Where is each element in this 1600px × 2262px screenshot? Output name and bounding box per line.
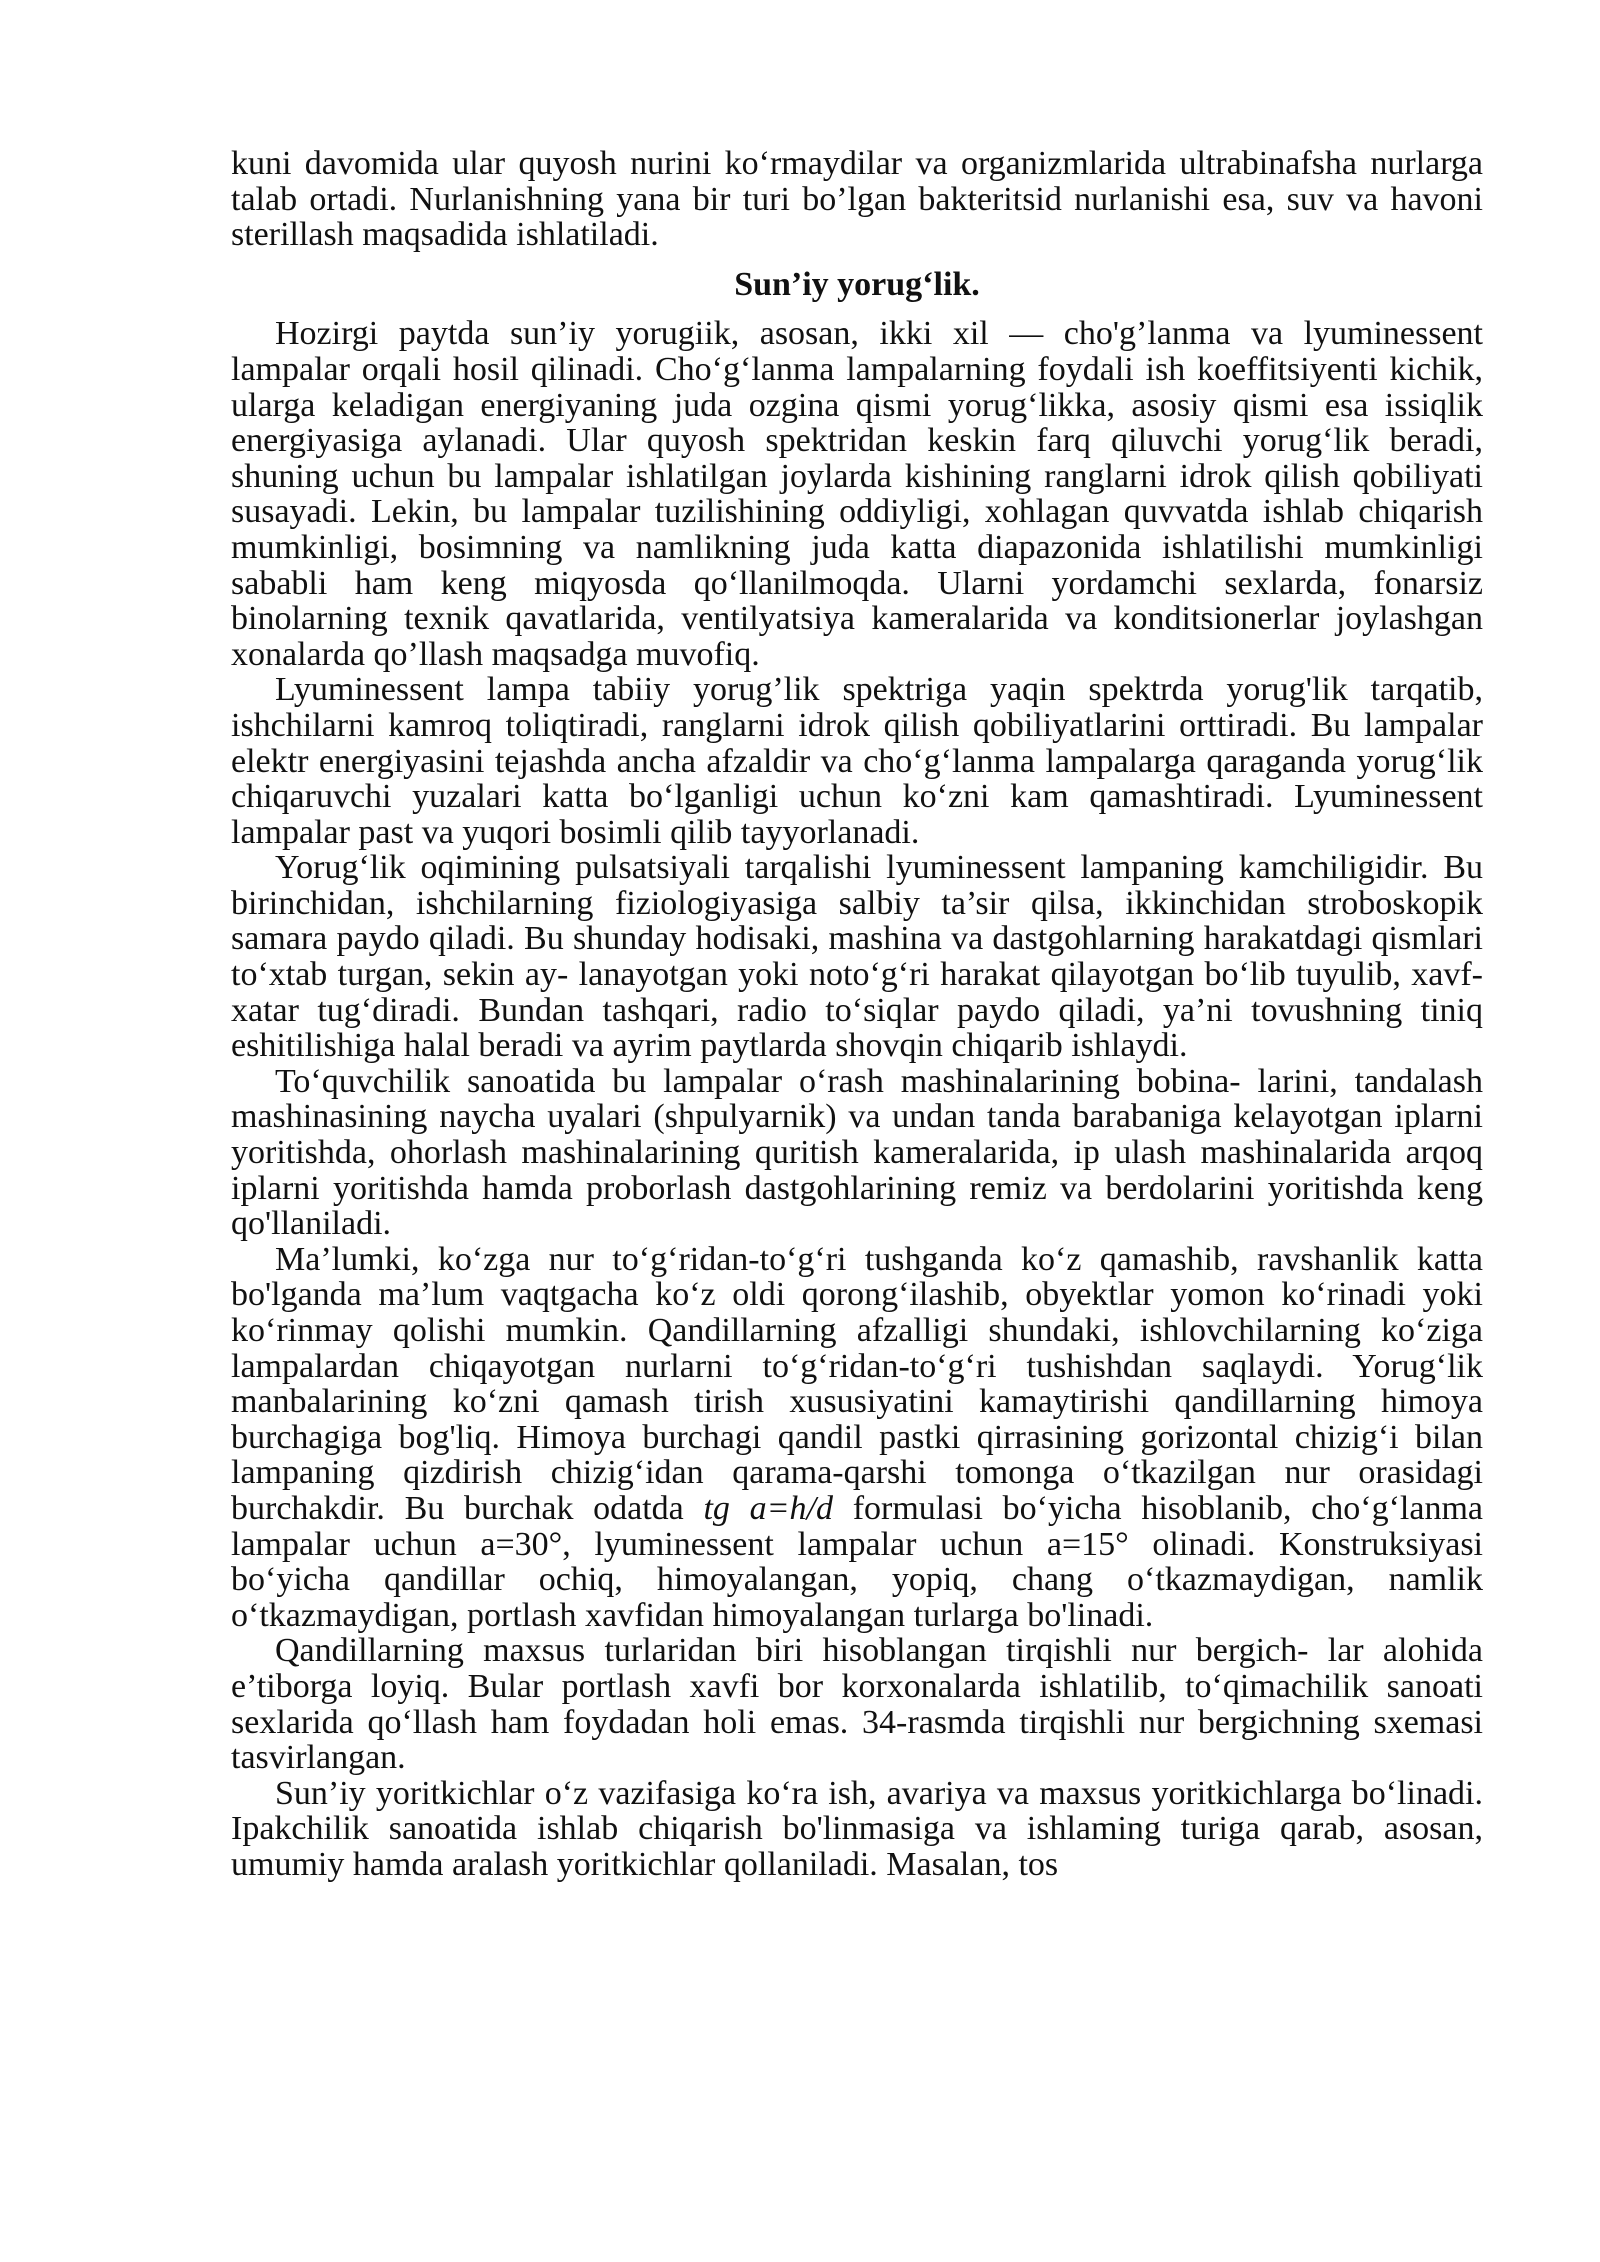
paragraph-fluorescent: Lyuminessent lampa tabiiy yorug’lik spektriga yaqin spektrda yorug'lik tarqatib, ishchilarni kamroq toliqtiradi, ranglarni idrok qilish qobiliyatlarini orttiradi. Bu lampalar elektr energiyasini tejashda ancha afzaldir va cho‘g‘lanma lampalarga qaraganda yorug‘lik chiqaruvchi yuzalari katta bo‘lganligi uchun ko‘zni kam qamashtiradi. Lyuminessent lampalar past va yuqori bosimli qilib tayyorlanadi.: [231, 671, 1483, 851]
paragraph-slit-luminaires: Qandillarning maxsus turlaridan biri hisoblangan tirqishli nur bergich- lar alohida e’tiborga loyiq. Bular portlash xavfi bor korxonalarda ishlatilib, to‘qimachilik sanoati sexlarida qo‘llash ham foydadan holi emas. 34-rasmda tirqishli nur bergichning sxemasi tasvirlangan.: [231, 1632, 1483, 1777]
glare-text-before: Ma’lumki, ko‘zga nur to‘g‘ridan-to‘g‘ri tushganda ko‘z qamashib, ravshanlik katta bo'lganda ma’lum vaqtgacha ko‘z oldi qorong‘ilashib, obyektlar yomon ko‘rinadi yoki ko‘rinmay qolishi mumkin. Qandillarning afzalligi shundaki, ishlovchilarning ko‘ziga lampalardan chiqayotgan nurlarni to‘g‘ridan-to‘g‘ri tushishdan saqlaydi. Yorug‘lik manbalarining ko‘zni qamash tirish xususiyatini kamaytirishi qandillarning himoya burchagiga bog'liq. Himoya burchagi qandil pastki qirrasining gorizontal chizig‘i bilan lampaning qizdirish chizig‘idan qarama-qarshi tomonga o‘tkazilgan nur orasidagi burchakdir. Bu burchak odatda: [231, 1240, 1483, 1527]
glare-text-after: formulasi bo‘yicha hisoblanib, cho‘g‘lanma lampalar uchun a=30°, lyuminessent lampalar uchun a=15° olinadi. Konstruksiyasi bo‘yicha qandillar ochiq, himoyalangan, yopiq, chang o‘tkazmaydigan, namlik o‘tkazmaydigan, portlash xavfidan himoyalangan turlarga bo'linadi.: [231, 1489, 1483, 1634]
document-page: [231, 146, 1483, 1883]
intro-paragraph: kuni davomida ular quyosh nurini ko‘rmaydilar va organizmlarida ultrabinafsha nurlarga talab ortadi. Nurlanishning yana bir turi bo’lgan bakteritsid nurlanishi esa, suv va havoni sterillash maqsadida ishlatiladi.: [231, 145, 1483, 254]
paragraph-luminaire-types: Sun’iy yoritkichlar o‘z vazifasiga ko‘ra ish, avariya va maxsus yoritkichlarga bo‘linadi. Ipakchilik sanoatida ishlab chiqarish bo'linmasiga va ishlaming turiga qarab, asosan, umumiy hamda aralash yoritkichlar qollaniladi. Masalan, tos: [231, 1774, 1483, 1883]
paragraph-incandescent: Hozirgi paytda sun’iy yorugiik, asosan, ikki xil — cho'g’lanma va lyuminessent lampalar orqali hosil qilinadi. Cho‘g‘lanma lampalarning foydali ish koeffitsiyenti kichik, ularga keladigan energiyaning juda ozgina qismi yorug‘likka, asosiy qismi esa issiqlik energiyasiga aylanadi. Ular quyosh spektridan keskin farq qiluvchi yorug‘lik beradi, shuning uchun bu lampalar ishlatilgan joylarda kishining ranglarni idrok qilish qobiliyati susayadi. Lekin, bu lampalar tuzilishining oddiyligi, xohlagan quvvatda ishlab chiqarish mumkinligi, bosimning va namlikning juda katta diapazonida ishlatilishi mumkinligi sababli ham keng miqyosda qo‘llanilmoqda. Ularni yordamchi sexlarda, fonarsiz binolarning texnik qavatlarida, ventilyatsiya kameralarida va konditsionerlar joylashgan xonalarda qo’llash maqsadga muvofiq.: [231, 315, 1483, 673]
paragraph-pulsation: Yorug‘lik oqimining pulsatsiyali tarqalishi lyuminessent lampaning kamchiligidir. Bu birinchidan, ishchilarning fiziologiyasiga salbiy ta’sir qilsa, ikkinchidan stroboskopik samara paydo qiladi. Bu shunday hodisaki, mashina va dastgohlarning harakatdagi qismlari to‘xtab turgan, sekin ay- lanayotgan yoki noto‘g‘ri harakat qilayotgan bo‘lib tuyulib, xavf-xatar tug‘diradi. Bundan tashqari, radio to‘siqlar paydo qiladi, ya’ni tovushning tiniq eshitilishiga halal beradi va ayrim paytlarda shovqin chiqarib ishlaydi.: [231, 849, 1483, 1065]
protection-angle-formula: tg a=h/d: [703, 1489, 833, 1527]
paragraph-weaving-industry: To‘quvchilik sanoatida bu lampalar o‘rash mashinalarining bobina- larini, tandalash mashinasining naycha uyalari (shpulyarnik) va undan tanda barabaniga kelayotgan iplarni yoritishda, ohorlash mashinalarining quritish kameralarida, ip ulash mashinalarida arqoq iplarni yoritishda hamda proborlash dastgohlarining remiz va berdolarini yoritishda keng qo'llaniladi.: [231, 1062, 1483, 1243]
paragraph-glare-protection: [231, 1242, 1483, 1634]
section-heading: Sun’iy yorug‘lik.: [734, 265, 980, 303]
